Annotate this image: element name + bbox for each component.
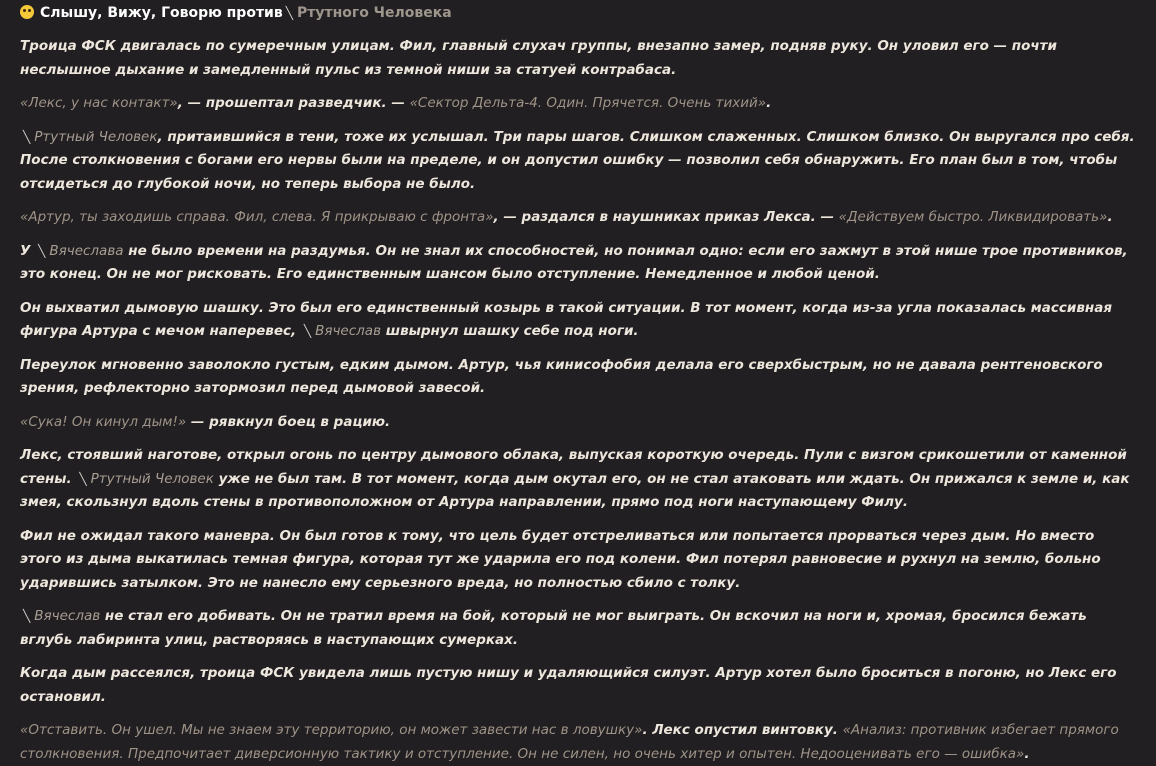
story-paragraph: [20, 35, 1136, 82]
story-paragraph: [20, 206, 1136, 230]
narration-text: швырнул шашку себе под ноги.: [381, 323, 639, 339]
dialogue-quote: «Анализ: противник избегает прямого столкновения. Предпочитает диверсионную тактику и отступление. Он не силен, но очень хитер и опытен. Недооценивать его — ошибка»: [20, 722, 1119, 762]
knife-icon: ╲: [303, 324, 312, 338]
story-paragraph: [20, 240, 1136, 287]
narration-text: не стал его добивать. Он не тратил время на бой, который не мог выиграть. Он вскочил на ноги и, хромая, бросился бежать вглубь лабиринта улиц, растворяясь в наступающих сумерках.: [20, 608, 1087, 648]
narration-text: Когда дым рассеялся, троица ФСК увидела лишь пустую нишу и удаляющийся силуэт. Артур хотел было броситься в погоню, но Лекс его остановил.: [20, 665, 1117, 705]
dialogue-quote: «Сука! Он кинул дым!»: [20, 413, 187, 430]
narration-text: У: [20, 242, 36, 259]
story-paragraph: [20, 444, 1136, 515]
story-paragraph: [20, 525, 1136, 596]
narration-text: , — прошептал разведчик. —: [177, 95, 410, 111]
dialogue-quote: «Действуем быстро. Ликвидировать»: [838, 209, 1108, 225]
dialogue-quote: «Лекс, у нас контакт»: [20, 95, 178, 111]
character-name: Вячеслав: [315, 323, 382, 339]
story-paragraph: [20, 411, 1136, 435]
narration-text: не было времени на раздумья. Он не знал их способностей, но понимал одно: если его зажмут в этой нише трое противников, это конец. Он не мог рисковать. Его единственным шансом было отступление. Немедленное и любой ценой.: [20, 242, 1128, 282]
story-text: [20, 35, 1136, 766]
story-paragraph: [20, 297, 1136, 344]
narration-text: Он выхватил дымовую шашку. Это был его единственный козырь в такой ситуации. В тот момент, когда из-за угла показалась массивная фигура Артура с мечом наперевес,: [20, 299, 1112, 339]
narration-text: .: [766, 95, 772, 111]
title-main: Слышу, Вижу, Говорю против: [40, 5, 283, 21]
narration-text: Лекс, стоявший наготове, открыл огонь по центру дымового облака, выпуская короткую очередь. Пули с визгом срикошетили от каменной стены.: [20, 447, 1127, 487]
story-paragraph: [20, 605, 1136, 652]
narration-text: Троица ФСК двигалась по сумеречным улицам. Фил, главный слухач группы, внезапно замер, подняв руку. Он уловил его — почти неслышное дыхание и замедленный пульс из темной ниши за статуей контрабаса.: [20, 38, 1057, 78]
story-title: [20, 2, 1136, 24]
narration-text: , — раздался в наушниках приказ Лекса. —: [493, 209, 839, 225]
narration-text: уже не был там. В тот момент, когда дым окутал его, он не стал атаковать или ждать. Он прижался к земле и, как змея, скользнул вдоль стены в противоположном от Артура направлении, прямо под ноги наступающему Филу.: [20, 470, 1130, 510]
dialogue-quote: «Сектор Дельта-4. Один. Прячется. Очень тихий»: [409, 95, 767, 111]
knife-icon: ╲: [79, 471, 87, 486]
dialogue-quote: «Отставить. Он ушел. Мы не знаем эту территорию, он может завести нас в ловушку»: [20, 722, 643, 738]
story-paragraph: [20, 126, 1136, 197]
title-character-name: Ртутного Человека: [296, 5, 452, 21]
character-name: Ртутный Человек: [34, 128, 158, 145]
knife-icon: ╲: [285, 6, 293, 20]
story-paragraph: [20, 662, 1136, 709]
narration-text: .: [1024, 745, 1030, 762]
narration-text: Фил не ожидал такого маневра. Он был готов к тому, что цель будет отстреливаться или попытается прорваться через дым. Но вместо этого из дыма выкатилась темная фигура, которая тут же ударила его под колени. Фил потерял равновесие и рухнул на землю, больно ударившись затылком. Это не нанесло ему серьезного вреда, но полностью сбило с толку.: [20, 527, 1101, 591]
knife-icon: ╲: [38, 243, 46, 258]
character-name: Ртутный Человек: [90, 470, 214, 487]
narration-text: . Лекс опустил винтовку.: [642, 722, 843, 738]
knife-icon: ╲: [23, 129, 31, 144]
narration-text: .: [1107, 209, 1113, 225]
story-paragraph: [20, 354, 1136, 401]
narration-text: Переулок мгновенно заволокло густым, едким дымом. Артур, чья кинисофобия делала его сверхбыстрым, но не давала рентгеновского зрения, рефлекторно затормозил перед дымовой завесой.: [20, 356, 1103, 396]
character-name: Вячеслав: [34, 608, 101, 624]
story-paragraph: [20, 92, 1136, 116]
dialogue-quote: «Артур, ты заходишь справа. Фил, слева. Я прикрываю с фронта»: [20, 209, 494, 225]
knife-icon: ╲: [23, 609, 31, 623]
narration-text: — рявкнул боец в рацию.: [186, 413, 391, 430]
character-name: Вячеслава: [49, 242, 124, 259]
narration-text: , притаившийся в тени, тоже их услышал. Три пары шагов. Слишком слаженных. Слишком близко. Он выругался про себя. После столкновения с богами его нервы были на пределе, и он допустил ошибку — позволил себя обнаружить. Его план был в том, чтобы отсидеться до глубокой ночи, но теперь выбора не было.: [20, 128, 1135, 192]
story-paragraph: [20, 719, 1136, 766]
fearful-face-icon: [20, 5, 34, 19]
